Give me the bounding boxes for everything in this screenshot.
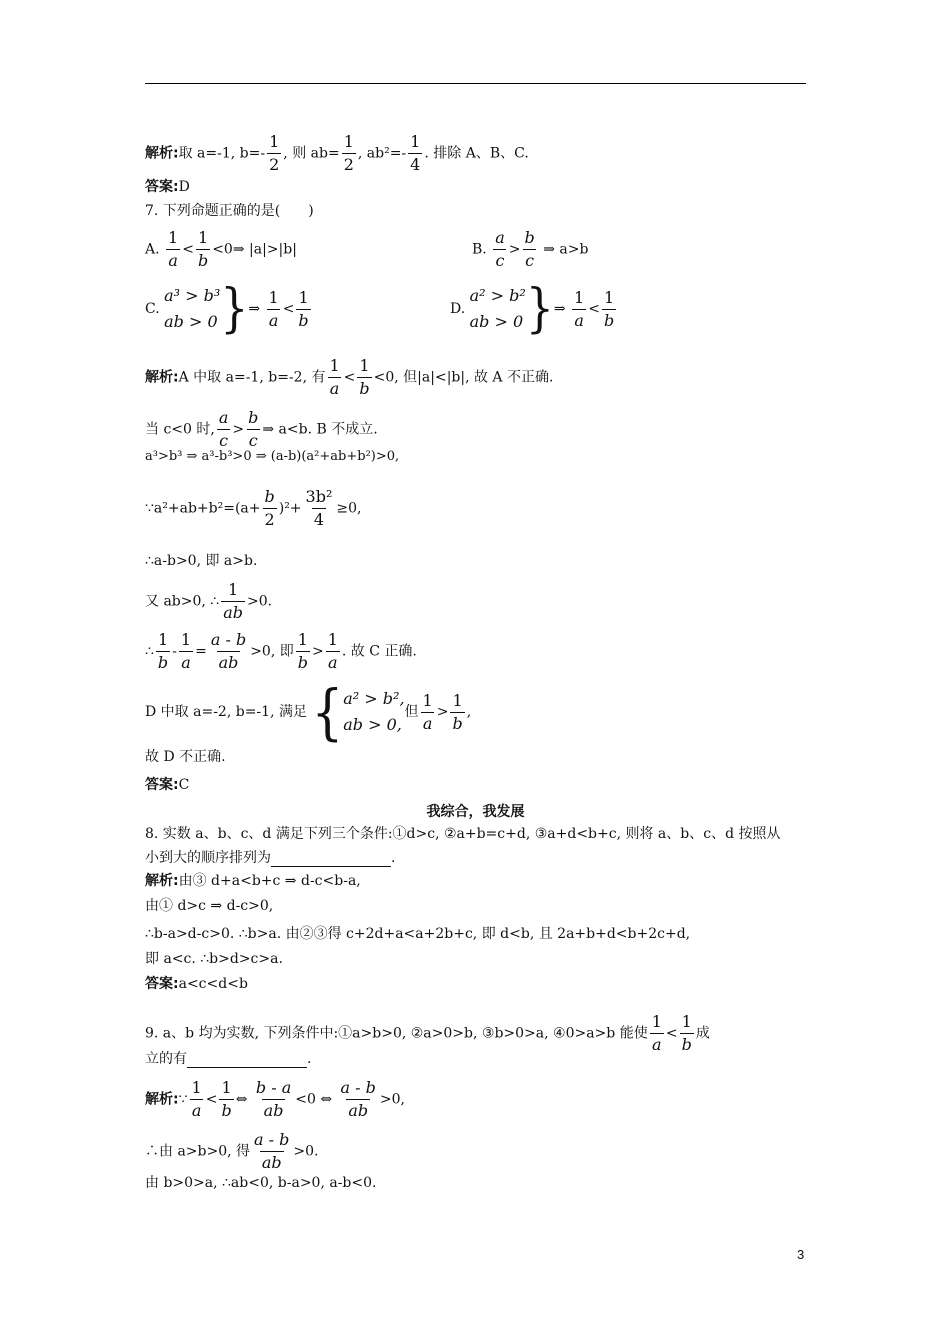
section-title: 我综合，我发展 [426,804,525,820]
fraction: $\frac{1}{2}$ [343,132,354,174]
q7-solution-8: D 中取 a=-2, b=-1, 满足 { a² > b², ab > 0, 但 $\frac{1}{a}$ > $\frac{1}{b}$ , [145,677,472,747]
q8-solution-1: 解析:由③ d+a<b+c ⇒ d-c<b-a, [145,873,361,889]
q7-solution-9: 故 D 不正确. [145,749,226,765]
q7-stem: 7. 下列命题正确的是( ) [145,203,314,219]
q8-answer: 答案:a<c<d<b [145,976,248,992]
q7-solution-7: ∴ $\frac{1}{b}$ - $\frac{1}{a}$ = $\frac{a - b}{ab}$ >0, 即 $\frac{1}{b}$ > $\frac{1}{a}$ . 故 C 正确. [145,630,417,672]
q7-option-c: C. a³ > b³ ab > 0 } ⇒ $\frac{1}{a}$ < $\frac{1}{b}$ [145,277,309,339]
q8-stem-1: 8. 实数 a、b、c、d 满足下列三个条件:①d>c, ②a+b=c+d, ③a+d<b+c, 则将 a、b、c、d 按照从 [145,826,781,842]
fraction: $\frac{1}{2}$ [269,132,280,174]
q7-option-b: B. $\frac{a}{c}$ > $\frac{b}{c}$ ⇒ a>b [472,228,589,270]
q7-option-a: A. $\frac{1}{a}$ < $\frac{1}{b}$ <0⇒ |a|>|b| [145,228,297,270]
q8-stem-2: 小到大的顺序排列为 . [145,850,396,866]
q6-answer: 答案:D [145,179,190,195]
fraction: $\frac{1}{4}$ [410,132,421,174]
q7-solution-1: 解析:A 中取 a=-1, b=-2, 有 $\frac{1}{a}$ < $\frac{1}{b}$ <0, 但|a|<|b|, 故 A 不正确. [145,356,554,398]
q8-solution-3: ∴b-a>d-c>0. ∴b>a. 由②③得 c+2d+a<a+2b+c, 即 d<b, 且 2a+b+d<b+2c+d, [145,926,691,942]
q7-solution-2: 当 c<0 时, $\frac{a}{c}$ > $\frac{b}{c}$ ⇒ a<b. B 不成立. [145,408,378,450]
page-number: 3 [797,1247,805,1262]
q7-solution-6: 又 ab>0, ∴ $\frac{1}{ab}$ >0. [145,580,273,622]
q6-solution: 解析:取 a=-1, b=- $\frac{1}{2}$ , 则 ab= $\frac{1}{2}$ , ab²=- $\frac{1}{4}$ . 排除 A、B、C. [145,132,529,174]
q9-solution-3: 由 b>0>a, ∴ab<0, b-a>0, a-b<0. [145,1175,377,1191]
q9-stem-2: 立的有 . [145,1051,312,1067]
q7-solution-5: ∴a-b>0, 即 a>b. [145,553,258,569]
answer-blank [187,1053,307,1068]
q9-solution-2: ∴由 a>b>0, 得 $\frac{a - b}{ab}$ >0. [145,1130,319,1172]
jiexi-label: 解析: [145,145,179,162]
answer-blank [271,852,391,867]
q8-solution-2: 由① d>c ⇒ d-c>0, [145,898,274,914]
q9-stem-1: 9. a、b 均为实数, 下列条件中:①a>b>0, ②a>0>b, ③b>0>a, ④0>a>b 能使 $\frac{1}{a}$ < $\frac{1}{b}$ 成 [145,1012,710,1054]
q7-solution-4: ∵a²+ab+b²=(a+ $\frac{b}{2}$ )²+ $\frac{\text{3b²}}{4}$ ≥0, [145,487,362,529]
q7-answer: 答案:C [145,777,190,793]
header-rule [145,83,806,84]
q7-option-d: D. a² > b² ab > 0 } ⇒ $\frac{1}{a}$ < $\frac{1}{b}$ [450,277,615,339]
q8-solution-4: 即 a<c. ∴b>d>c>a. [145,951,283,967]
q7-solution-3: a³>b³ ⇒ a³-b³>0 ⇒ (a-b)(a²+ab+b²)>0, [145,449,400,464]
q9-solution-1: 解析:∵ $\frac{1}{a}$ < $\frac{1}{b}$ ⇔ $\frac{b - a}{ab}$ <0 ⇔ $\frac{a - b}{ab}$ >0, [145,1078,405,1120]
